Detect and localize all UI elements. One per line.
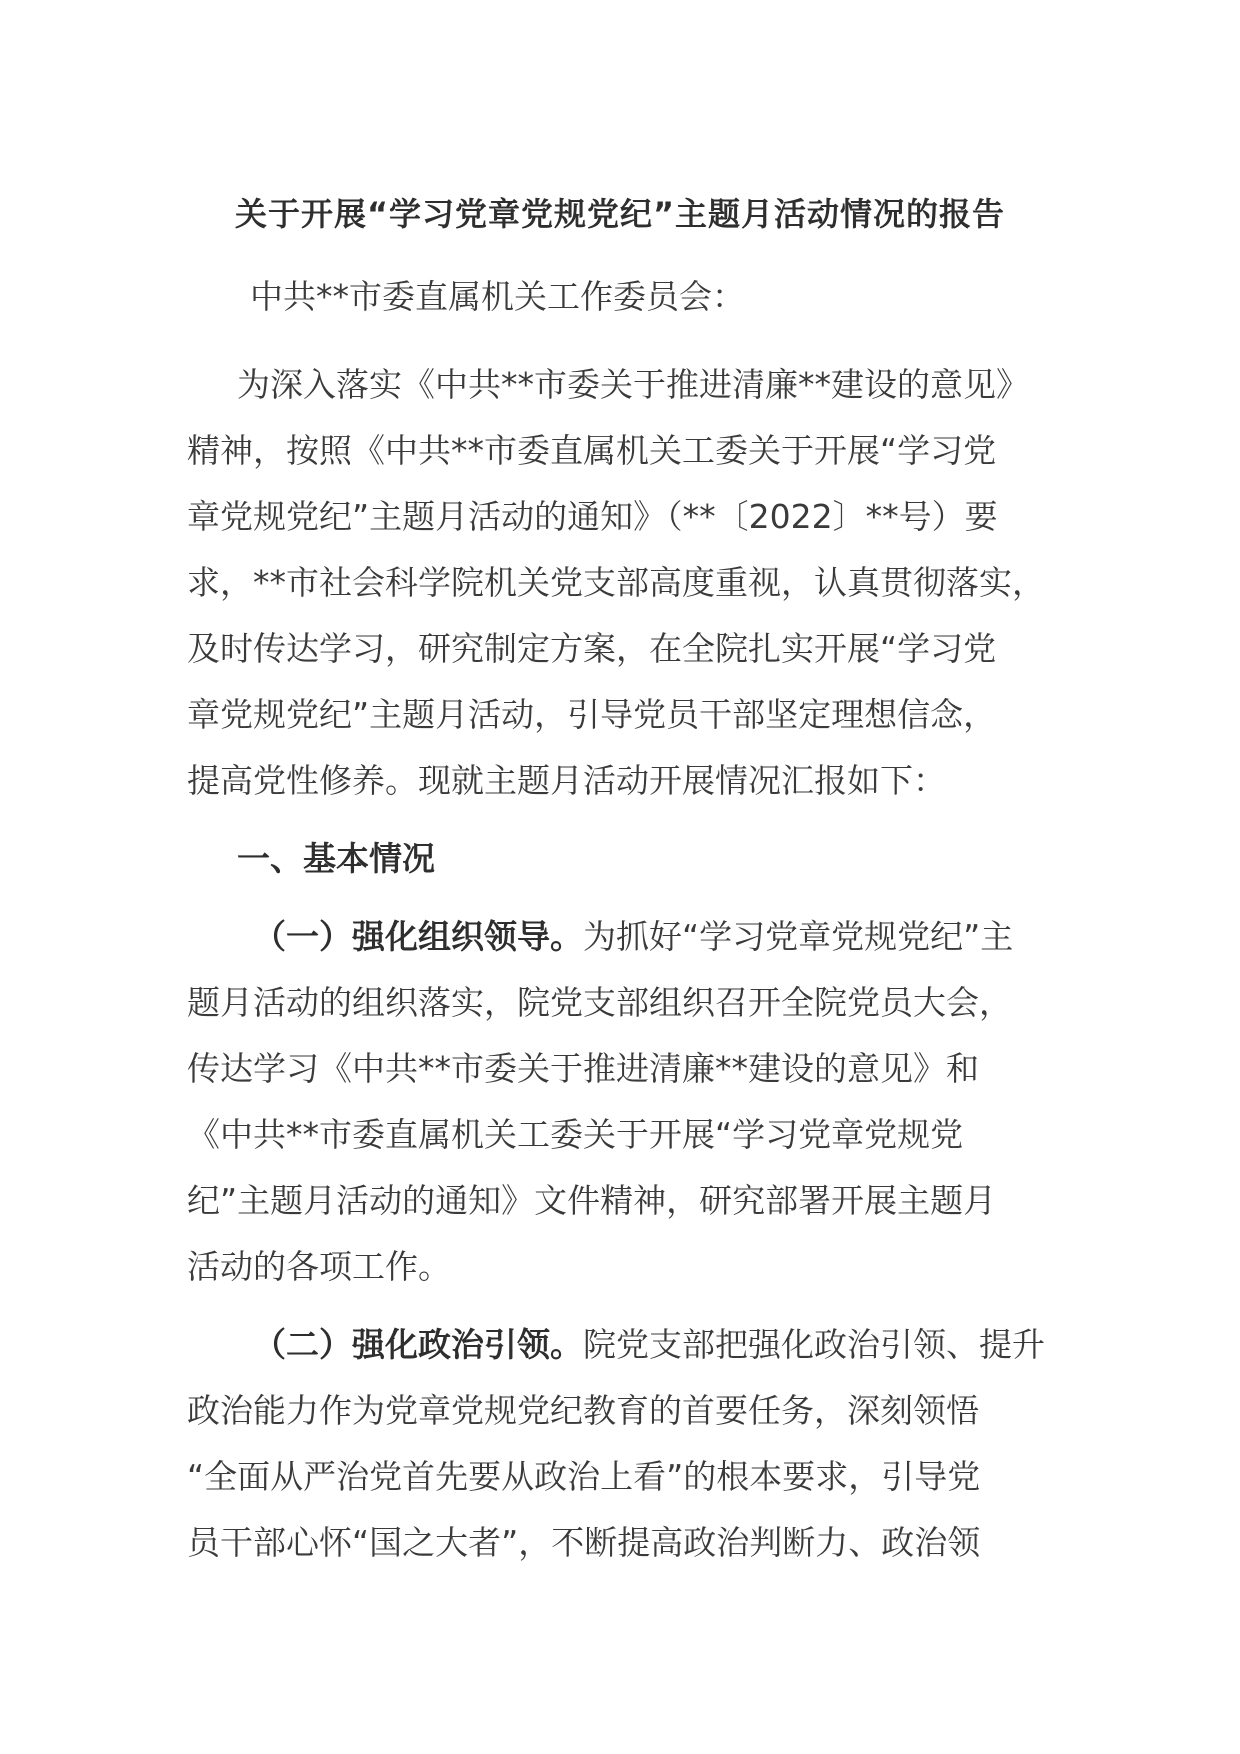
paragraph-line: 提高党性修养。现就主题月活动开展情况汇报如下： [187, 761, 946, 800]
paragraph-line: 纪”主题月活动的通知》文件精神，研究部署开展主题月 [187, 1181, 997, 1220]
subsection-heading: （一）强化组织领导。 [253, 917, 583, 956]
paragraph-line: 传达学习《中共**市委关于推进清廉**建设的意见》和 [187, 1049, 979, 1088]
paragraph-text: 院党支部把强化政治引领、提升 [583, 1325, 1045, 1364]
paragraph-line: 及时传达学习，研究制定方案，在全院扎实开展“学习党 [187, 629, 997, 668]
paragraph-line: 章党规党纪”主题月活动的通知》（**〔2022〕**号）要 [187, 497, 998, 536]
intro-paragraph [187, 352, 1087, 814]
document-title: 关于开展“学习党章党规党纪”主题月活动情况的报告 [234, 195, 1006, 233]
paragraph-line: 政治能力作为党章党规党纪教育的首要任务，深刻领悟 [187, 1391, 979, 1430]
document-body [187, 352, 1087, 1576]
paragraph-line [187, 904, 1087, 970]
paragraph-line: 章党规党纪”主题月活动，引导党员干部坚定理想信念， [187, 695, 997, 734]
section-heading: 一、基本情况 [237, 839, 435, 878]
subsection-heading: （二）强化政治引领。 [253, 1325, 583, 1364]
paragraph-line: 员干部心怀“国之大者”，不断提高政治判断力、政治领 [187, 1523, 981, 1562]
paragraph-line: 《中共**市委直属机关工委关于开展“学习党章党规党 [187, 1115, 964, 1154]
subsection-1 [187, 904, 1087, 1300]
paragraph-line: 精神，按照《中共**市委直属机关工委关于开展“学习党 [187, 431, 997, 470]
salutation: 中共**市委直属机关工作委员会： [250, 277, 745, 316]
paragraph-line: 题月活动的组织落实，院党支部组织召开全院党员大会， [187, 983, 1012, 1022]
subsection-2 [187, 1312, 1087, 1576]
paragraph-line: 活动的各项工作。 [187, 1247, 451, 1286]
paragraph-line: 求，**市社会科学院机关党支部高度重视，认真贯彻落实， [187, 563, 1045, 602]
paragraph-line: “全面从严治党首先要从政治上看”的根本要求，引导党 [187, 1457, 981, 1496]
paragraph-line [187, 1312, 1087, 1378]
paragraph-text: 为抓好“学习党章党规党纪”主 [583, 917, 1014, 956]
paragraph-line: 为深入落实《中共**市委关于推进清廉**建设的意见》 [237, 365, 1029, 404]
